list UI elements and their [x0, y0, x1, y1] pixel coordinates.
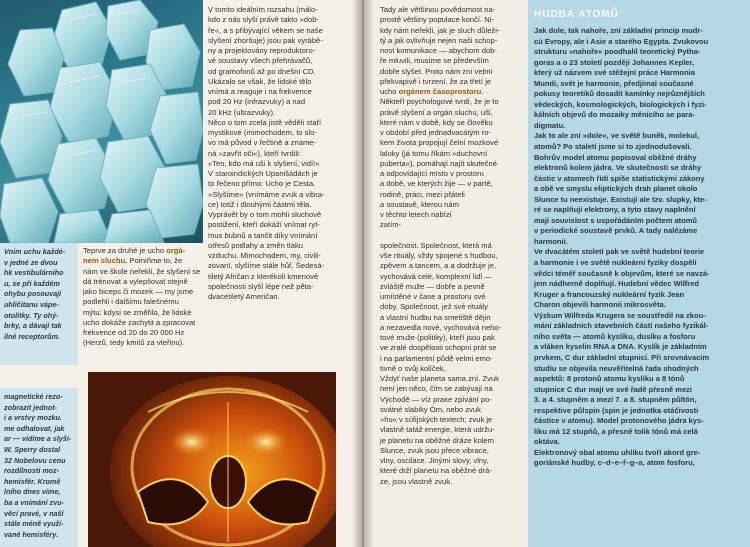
- side-caption-mri-text: magnetické rezo- zobrazit jednot- i a vrstvy mozku. me odhalovat, jak ar — vidíme a slyší- W. Sperry dostal 32 Nobelovu cenu rozdílnosti moz- hemisfér. Kromě lního dnes víme, ba a vnímání zvu- věcí pravé, v naší stále méně využí- vané hemisféry.: [4, 392, 72, 539]
- left-page: [0, 0, 362, 547]
- brain-mri-photo: [88, 372, 336, 547]
- highlight-term-space-time-organ: orgánem časoprostoru: [398, 87, 482, 96]
- side-caption-vestibular: [0, 243, 78, 365]
- side-caption-mri: [0, 388, 78, 547]
- crystal-micrograph-photo: [0, 0, 203, 243]
- body-text: . Pomiňme to, že nám ve škole neřekli, že slyšení se dá trénovat a vylepšovat stejně jako biceps či mozek — my jsme podlehli i dalšímu falešnému mýtu: kdysi se změřilo, že lidské ucho dokáže zachytit a zpracovat frekvence od 20 do 20 000 Hz (Herzů, tedy kmitů za vteřinu).: [83, 256, 201, 348]
- body-column-hearing-organ: [83, 246, 201, 349]
- highlight-term-hearing-organ: orgá- nem sluchu: [83, 246, 186, 266]
- body-text: . Někteří psychologové tvrdí, že je to právě slyšení a orgán sluchu, uši, které nám v době, kdy se člověku v období před jednadvacátým ro- kem života propojují čelní mozkové laloky (já tomu říkám »duchovní puberta«), pomáhají najít skutečné a odpovídající místo v prostoru a době, ve kterých žije — v partě, rodině, práci, mezi přáteli a soustavě, kterou nám v těchto letech nabízí zatím- společnost. Společnost, která má vše rituály, vždy spojené s hudbou, zpěvem a tancem, a a dodržuje je, vychovává celé, komplexní lidi — zvláště muže — dobře a pevně umístěné v čase a prostoru své doby. Společnost, jež své rituály a vlastní hudbu na smetiště dějin a nezavedla nové, vychovává neho- tové muže (politiky), kteří jsou pak ve zralé dospělosti schopni prát se i na parlamentní půdě velmi emo- tivně o svůj kolíček. Vždyť naše planeta sama zní. Zvuk není jen něco, čím se zabývají na Východě — víz praxe zpívání po- svátné slabiky Óm, nebo zvuk »hu« v súfijských textech; zvuk je vlastně tatáž energie, která udržu- je planetu na oběžné dráze kolem Slunce, zvuk jsou přece vibrace, vlny, oscilace. Jinými slovy, vlny, které drží planetu na oběžné drá- ze, jsou vlastně zvuk.: [380, 87, 502, 486]
- sidebar-box-text: Jak dole, tak nahoře, zní základní princip mudr- cú Evropy, ale i Asie a starého Egypta. Zvukovou strukturu »nahoře« poodhalil teoretický Pytha- goras a o 23 století později Johannes Kepler, který už názvem své stěžejní práce Harmonia Mundi, svět je harmonie, předjímal současné pokusy teoretiků dosadit kamínky nejrůznějších vědeckých, kosmologických, biologických i fyzi- kálních objevů do mozaiky měnícího se para- digmatu. Jak to ale zní »dole«, ve světě buněk, molekul, atomů? Po staletí jsme si to zjednodušovali. Bohrův model atomu popisoval oběžné dráhy elektronů kolem jádra. Ve skutečnosti se dráhy částic v atomech řídí spíše statistickými zákony a obě ve smyslu eliptických drah planet okolo Slunce tu neexistuje. Existují ale tzv. slupky, kte- ré se naplňují elektrony, a tyto stavy naplnění mají souvislost s uspořádáním počtem atomů v periodické soustavě prvků. A tady nalézáme harmonii. Ve dvacátém století pak ve světě hudební teorie a harmonie i ve světě nukleární fyziky dospěli vědci téměř současně k objevům, které se navzá- jem nádherně doplňují. Hudební vědec Wilfred Kruger a francouzský nukleární fyzik Jean Charon objevili harmonii mikrosvěta. Výzkum Wilfreda Krugera se soustředil na zkou- mání základních stavebních částí našeho fyzikál- ního světa — atomů kyslíku, dusíku a fosforu a vláken kyselin RNA a DNA. Kyslík je základním prvkem, C dur základní stupnicí. Při srovnávacím studiu se objevila neuvěřitelná řada shodných aspektů: 8 protonů atomu kyslíku a 8 tónů stupnice C dur mají ve své řadě přesně mezi 3. a 4. stupněm a mezi 7. a 8. stupněm půltón, respektive půlspin (spin je jednotka otáčivosti částice v atomu). Model protonového jádra kys- líku má 12 stupňů, a přesně tolik tónů má celá oktáva. Elektronový obal atomu uhlíku tvoří akord gre- goriánské hudby, c–d–e–f–g–a, atom fosforu,: [534, 26, 710, 468]
- side-caption-vestibular-text: Vnim uchu každé- v jedné ze dvou hk vestibulárního u, se při každém ohybu posouvají uhličitanu vápe- otolitky. Ty ohý- brky, a dávají tak ilné receptorům.: [4, 247, 66, 341]
- sidebar-box-title: HUDBA ATOMŮ: [534, 9, 619, 20]
- sidebar-box-music-of-atoms: [528, 0, 750, 547]
- body-text: Teprve za druhé je ucho: [83, 246, 167, 255]
- body-column-frequency-range: V tomto ideálním rozsahu (málo- kdo z nás slyší právě takto »dob- ře«, a s přibývající věkem se naše slyšení zhoršuje) jsou pak vyrábě- ny a projektovány reproduktoro- vé soustavy všech přehrávačů, od gramofonů až po dnešní CD. Ukázalo se však, že lidské tělo vnímá a reaguje i na frekvence pod 20 Hz (infrazvuky) a nad 20 kHz (ultrazvuky). Něco o tom zcela jistě věděli staří mystikové (mimochodem, to slo- vo má původ v řečtině a zname- ná »zavřít oči«), kteří tvrdili: »Ten, kdo má uši k slyšení, vidí!« V staroindických Upanišádách je to řečeno přímo: Ucho je Cesta. »Slyšíme« (vnímáme zvuk a vibra- ce) totiž i dlouhými částmi těla. Vyprávět by o tom mohli sluchově postižení, kteří dokáží vnímat ryt- mus bubnů a tančit díky vnímání otřesů podlahy a změn tlaku vzduchu. Mimochodem, my, civili- zovaní, slyšíme stále hůř. Šedesá- tiletý Afričan z kterékoli kmenové společnosti slyší lépe než pěta- dvacetiletý Američan.: [208, 5, 325, 301]
- body-column-space-time: [380, 5, 520, 487]
- body-text: Tady ale většinou povědomost na- prostě většiny populace končí. Ni- kdy nám neřekli, jak je sluch důleži- tý a jak ovlivňuje nejen naši schop- nost komunikace — abychom dob- ře mluvili, musíme se především dobře slyšet. Proto nám zní velmi překvapivě i tvrzení, že za třetí je ucho: [380, 5, 500, 96]
